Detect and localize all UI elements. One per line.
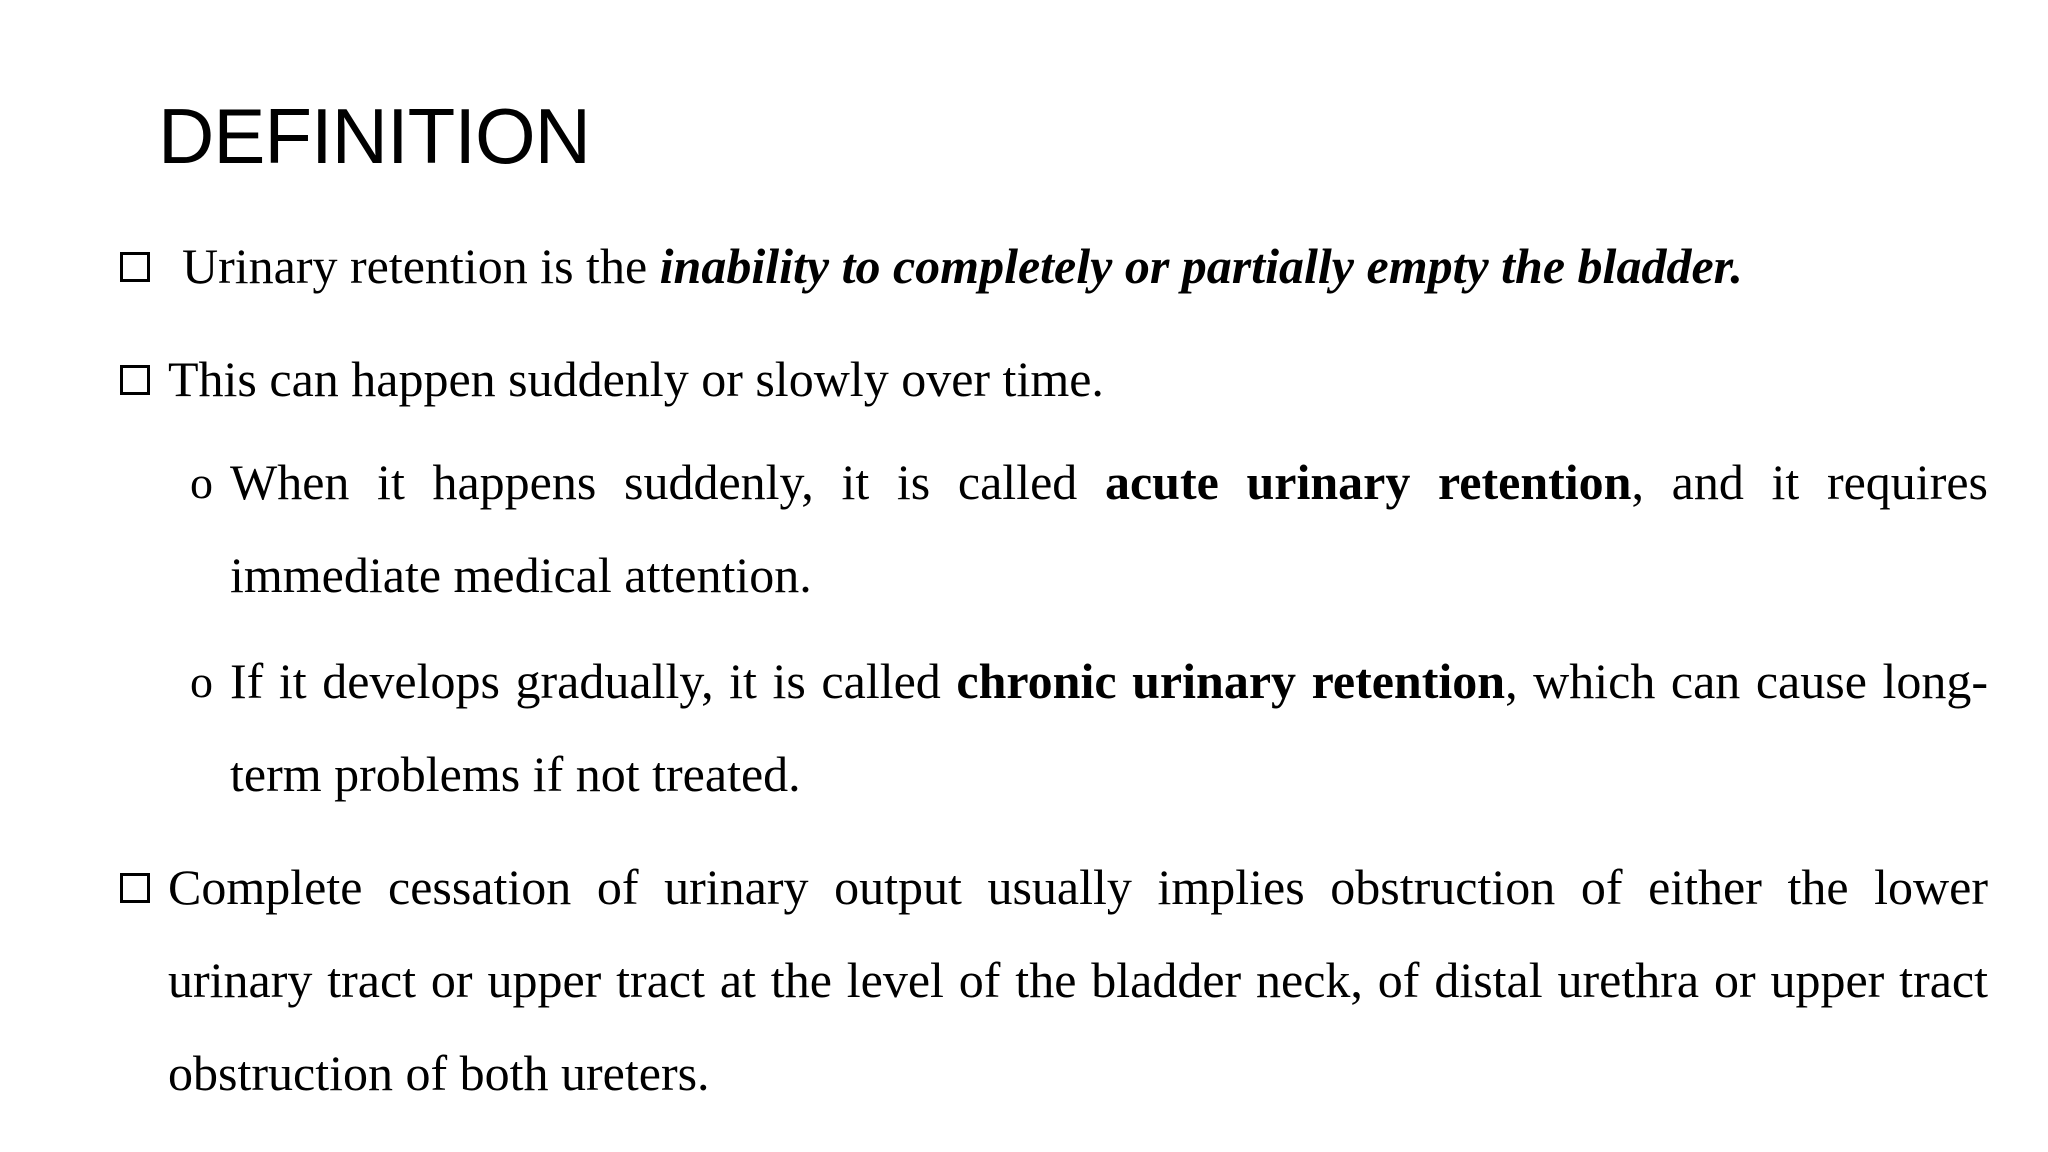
checkbox-bullet-icon [120,252,150,282]
bullet-text-emphasis: inability to completely or partially empty the bladder. [659,238,1743,294]
circle-bullet-icon: o [190,656,213,707]
bullet-text [168,238,1743,294]
bullet-text-plain: , and it requires immediate medical attention. [230,454,1988,603]
bullet-item-definition [118,220,1988,313]
checkbox-bullet-icon [120,873,150,903]
circle-bullet-icon: o [190,457,213,508]
bullet-text: This can happen suddenly or slowly over time. [168,351,1104,407]
bullet-text-plain: If it develops gradually, it is called [230,653,957,709]
bullet-text-plain: Urinary retention is the [182,238,660,294]
slide-title: DEFINITION [158,92,590,180]
sub-bullet-item-acute [118,436,1988,622]
bullet-text-bold: chronic urinary retention [956,653,1506,709]
bullet-text: Complete cessation of urinary output usually implies obstruction of either the lower urinary tract or upper tract at the level of the bladder neck, of distal urethra or upper tract obstruction of both ureters. [168,859,1988,1101]
checkbox-bullet-icon [120,365,150,395]
bullet-text-plain: , which can cause long-term problems if not treated. [230,653,1989,802]
bullet-text-bold: acute urinary retention [1104,454,1632,510]
bullet-item-cessation [118,841,1988,1120]
sub-bullet-item-chronic [118,635,1988,821]
bullet-list [118,220,1988,1120]
bullet-item-onset [118,333,1988,426]
bullet-text-plain: When it happens suddenly, it is called [230,454,1105,510]
